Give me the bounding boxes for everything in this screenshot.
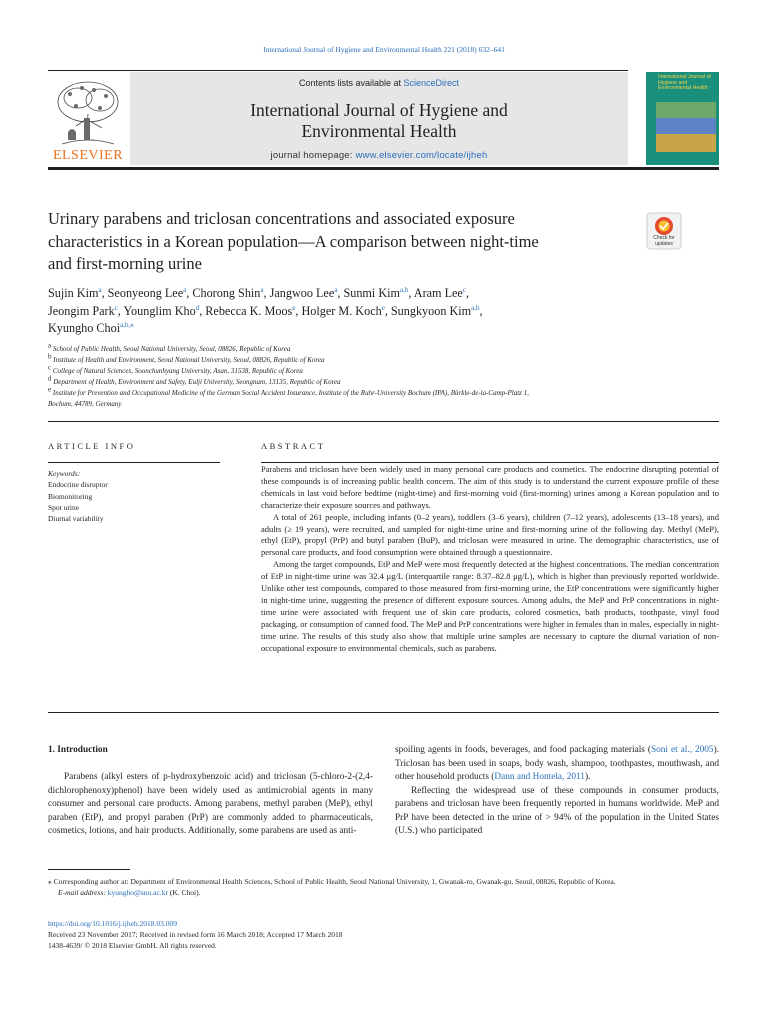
author-separator: , xyxy=(337,286,344,300)
author-name[interactable]: Jangwoo Lee xyxy=(269,286,335,300)
footnotes xyxy=(48,876,719,898)
author[interactable] xyxy=(192,286,269,300)
author-separator: , xyxy=(408,286,414,300)
doi-link[interactable]: https://doi.org/10.1016/j.ijheh.2018.03.009 xyxy=(48,919,178,928)
article-info-heading: ARTICLE INFO xyxy=(48,441,136,451)
journal-title xyxy=(130,100,628,142)
contents-prefix: Contents lists available at xyxy=(298,78,404,88)
email-suffix: (K. Choi). xyxy=(167,888,201,898)
author-separator: , xyxy=(295,303,302,318)
author[interactable] xyxy=(343,286,413,300)
affiliation-key: a xyxy=(48,341,52,350)
body-text: ). xyxy=(584,772,591,782)
author[interactable] xyxy=(108,286,193,300)
body-rule xyxy=(48,712,719,713)
body-paragraph xyxy=(395,744,719,785)
journal-cover-thumbnail[interactable] xyxy=(646,72,719,165)
author-name[interactable]: Sungkyoon Kim xyxy=(390,303,472,318)
journal-citation-link[interactable]: International Journal of Hygiene and Environmental Health 221 (2018) 632–641 xyxy=(263,45,505,54)
keyword-item: Biomonitoring xyxy=(48,491,93,501)
keyword-item: Spot urine xyxy=(48,502,80,512)
author[interactable] xyxy=(48,286,108,300)
article-title xyxy=(48,208,648,276)
journal-title-line-1: International Journal of Hygiene and xyxy=(250,100,508,120)
author-affiliation-marker[interactable]: a,b,⁎ xyxy=(120,320,134,329)
affiliation-text: Institute of Health and Environment, Seoul National University, Seoul, 08826, Republic of Korea xyxy=(53,356,325,364)
body-text: ). Triclosan has been used in soaps, body wash, shampoo, toothpastes, mouthwash, and other household products ( xyxy=(395,745,720,782)
journal-homepage-line xyxy=(130,150,628,161)
affiliation-line xyxy=(48,363,688,377)
affiliation-text: School of Public Health, Seoul National University, Seoul, 08826, Republic of Korea xyxy=(52,345,291,353)
author-list xyxy=(48,285,678,338)
cover-title: International Journal of Hygiene and Environmental Health xyxy=(658,74,711,92)
author-name[interactable]: Jeongim Park xyxy=(48,303,115,318)
author[interactable] xyxy=(391,304,483,318)
author-affiliation-marker[interactable]: c xyxy=(114,303,118,312)
author-name[interactable]: Chorong Shin xyxy=(192,286,261,300)
affiliation-text: College of Natural Sciences, Soonchunhyang University, Asan, 31538, Republic of Korea xyxy=(52,367,303,375)
check-for-updates-label[interactable]: Check for updates xyxy=(653,235,675,247)
author[interactable] xyxy=(48,321,134,335)
affiliation-text: Department of Health, Environment and Safety, Eulji University, Seongnam, 13135, Republic of Korea xyxy=(53,378,341,386)
author-affiliation-marker[interactable]: a xyxy=(98,285,102,294)
author-name[interactable]: Rebecca K. Moos xyxy=(205,303,293,318)
author[interactable] xyxy=(270,286,344,300)
affiliation-key: d xyxy=(48,374,52,383)
abstract-rule xyxy=(261,462,719,463)
footnote-rule xyxy=(48,869,130,870)
article-title-line-2: characteristics in a Korean population—A comparison between night-time xyxy=(48,231,539,251)
author-name[interactable]: Sujin Kim xyxy=(48,286,99,300)
author-separator: , xyxy=(384,303,391,318)
author-affiliation-marker[interactable]: a xyxy=(183,285,187,294)
author[interactable] xyxy=(301,304,390,318)
abstract-paragraph: A total of 261 people, including infants (0–2 years), toddlers (3–6 years), children (7–12 years), adolescents (13–18 years), and adults (≥ 19 years), were recruited, and sampled for night-time urine and first-morning urine of the following day. Methyl (MeP), ethyl (EtP), propyl (PrP) and butyl paraben (BuP), and triclosan were measured in urine. The demographic characteristics, use of personal care products, and food consumption were obtained through a questionnaire. xyxy=(261,511,719,558)
introduction-heading: 1. Introduction xyxy=(48,745,108,755)
author[interactable] xyxy=(205,304,301,318)
author-affiliation-marker[interactable]: a xyxy=(334,285,338,294)
affiliation-line xyxy=(48,399,688,410)
body-paragraph: Parabens (alkyl esters of p-hydroxybenzoic acid) and triclosan (5-chloro-2-(2,4-dichlorophenoxy)phenol) have been widely used as antimicrobial agents in many consumer and personal care products. Among parabens, methyl paraben (MeP), ethyl paraben (EtP), and propyl paraben (PrP) are commonly added to pharmaceuticals, cosmetics, lotions, and hair products. Additionally, some parabens are used as anti- xyxy=(48,772,373,836)
affiliation-line xyxy=(48,341,688,355)
affiliation-key: e xyxy=(48,385,52,394)
homepage-label: journal homepage: xyxy=(270,150,356,161)
affiliation-line xyxy=(48,374,688,388)
sciencedirect-link[interactable]: ScienceDirect xyxy=(403,78,460,88)
body-paragraph: Reflecting the widespread use of these compounds in consumer products, parabens and triclosan have been frequently reported in humans worldwide. MeP and PrP have been detected in the urine of > 94% of the population in the United States (U.S.) who participated xyxy=(395,785,719,836)
contents-available-line xyxy=(130,78,628,88)
header-bottom-rule xyxy=(48,167,719,170)
keywords-title: Keywords: xyxy=(48,469,81,478)
author-affiliation-marker[interactable]: a xyxy=(260,285,264,294)
author-name[interactable]: Kyungho Choi xyxy=(48,321,121,335)
author-affiliation-marker[interactable]: a,b xyxy=(471,303,480,312)
header-top-rule xyxy=(48,70,628,71)
affiliation-line xyxy=(48,352,688,366)
affiliation-text: Bochum, 44789, Germany xyxy=(48,400,122,408)
issn-copyright: 1438-4639/ © 2018 Elsevier GmbH. All rights reserved. xyxy=(48,941,217,950)
keyword-item: Endocrine disruptor xyxy=(48,480,108,490)
article-title-line-3: and first-morning urine xyxy=(48,254,202,273)
affiliations xyxy=(48,341,688,410)
author-separator: , xyxy=(186,286,193,300)
email-label: E-mail address: xyxy=(58,888,108,898)
author-name[interactable]: Sunmi Kim xyxy=(343,286,400,300)
author-separator: , xyxy=(479,303,483,318)
citation-link[interactable]: Soni et al., 2005 xyxy=(650,745,714,755)
author[interactable] xyxy=(414,286,469,300)
author-affiliation-marker[interactable]: e xyxy=(381,303,385,312)
abstract-heading: ABSTRACT xyxy=(261,441,326,451)
abstract-body xyxy=(261,464,719,655)
author-name[interactable]: Seonyeong Lee xyxy=(107,286,184,300)
keywords-block xyxy=(48,468,220,524)
cover-image-band xyxy=(656,134,716,152)
affiliation-line xyxy=(48,385,688,399)
corresponding-author-note: ⁎ Corresponding author at: Department of Environmental Health Sciences, School of Public Health, Seoul National University, 1, Gwanak-ro, Gwanak-gu, Seoul, 08826, Republic of Korea. xyxy=(48,877,616,886)
author-name[interactable]: Younglim Kho xyxy=(123,303,196,318)
body-column-right xyxy=(395,744,719,839)
article-info-rule xyxy=(48,462,220,463)
affiliation-key: c xyxy=(48,363,52,372)
citation-link[interactable]: Dann and Hontela, 2011 xyxy=(494,772,585,782)
author-separator: , xyxy=(465,286,469,300)
body-text: spoiling agents in foods, beverages, and food packaging materials ( xyxy=(395,745,651,755)
affiliation-text: Institute for Prevention and Occupational Medicine of the German Social Accident Insurance, Institute of the Ruhr-University Bochum (IPA), Bürkle-de-la-Camp-Platz 1, xyxy=(52,389,529,397)
author-separator: , xyxy=(117,303,124,318)
author-separator: , xyxy=(101,286,108,300)
body-column-left xyxy=(48,744,373,839)
journal-title-line-2: Environmental Health xyxy=(301,121,457,141)
affiliation-key: b xyxy=(48,352,52,361)
author-affiliation-marker[interactable]: d xyxy=(195,303,200,312)
author-affiliation-marker[interactable]: e xyxy=(292,303,296,312)
received-dates: Received 23 November 2017; Received in revised form 16 March 2018; Accepted 17 March 2018 xyxy=(48,930,343,939)
homepage-link[interactable]: www.elsevier.com/locate/ijheh xyxy=(355,150,488,161)
email-note xyxy=(48,887,719,898)
email-link[interactable]: kyungho@snu.ac.kr xyxy=(107,888,168,898)
author-affiliation-marker[interactable]: a,b xyxy=(400,285,409,294)
abstract-paragraph: Parabens and triclosan have been widely used in many personal care products and cosmetics. The endocrine disrupting potential of these compounds is of increasing public health concern. The aim of this study is to understand the current exposure profile of these chemicals in last void before bedtime (night-time) and first-morning void (first-morning) urines among a Korean population and to characterize their exposure sources and pathways. xyxy=(261,464,719,510)
author[interactable] xyxy=(48,304,123,318)
author-name[interactable]: Holger M. Koch xyxy=(301,303,382,318)
author-affiliation-marker[interactable]: c xyxy=(462,285,466,294)
article-title-line-1: Urinary parabens and triclosan concentrations and associated exposure xyxy=(48,209,515,228)
abstract-paragraph: Among the target compounds, EtP and MeP were most frequently detected at the highest concentrations. The median concentration of EtP in night-time urine was 32.4 μg/L (interquartile range: 8.37–82.8 μg/L), which is higher than previously reported worldwide. Unlike other test compounds, compared to those measured from first-morning urine, the EtP concentrations were significantly higher in night-time urine, suggesting the presence of different exposure sources. Among adults, the MeP and PrP concentrations in night-time urine were associated with frequent use of skin care products, colored cosmetics, bath products, toothpaste, vinyl food packaging, or consumption of canned food. The MeP and PrP concentrations were higher in females than in males, especially in night-time urine. The results of this study also show that multiple urine samples are necessary to capture the diurnal variation of non-occupational exposure to environmental chemicals, such as parabens. xyxy=(261,559,719,653)
keyword-item: Diurnal variability xyxy=(48,514,104,524)
author-name[interactable]: Aram Lee xyxy=(413,286,463,300)
elsevier-wordmark: ELSEVIER xyxy=(52,148,124,163)
meta-rule xyxy=(48,421,719,422)
author[interactable] xyxy=(123,304,205,318)
author-separator: , xyxy=(263,286,270,300)
author-separator: , xyxy=(199,303,206,318)
